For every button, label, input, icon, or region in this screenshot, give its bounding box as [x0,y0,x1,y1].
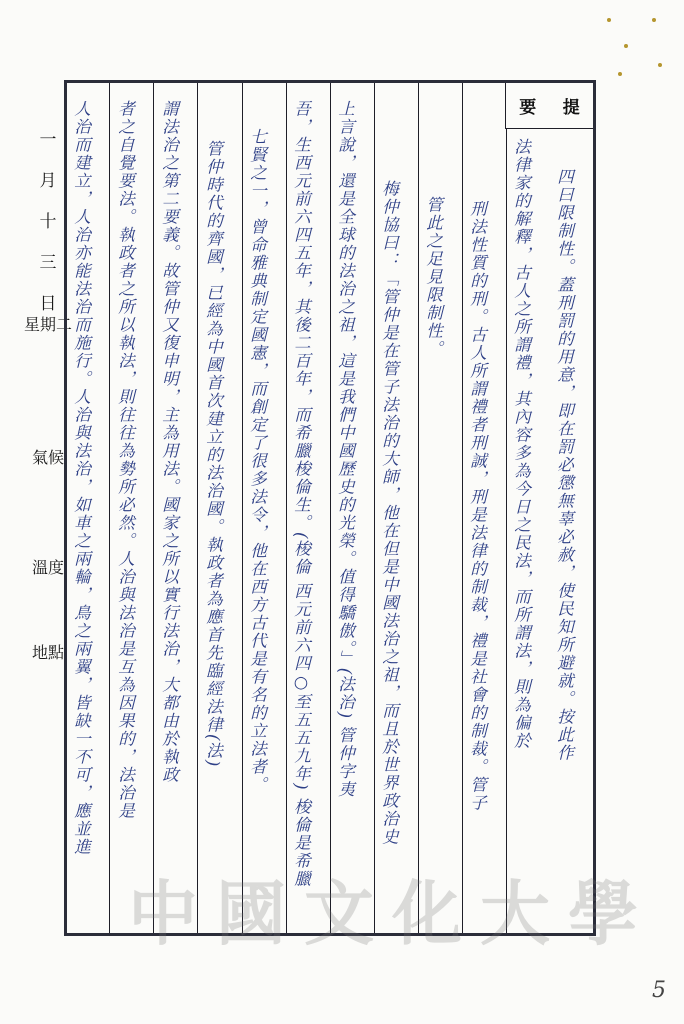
handwritten-line: 吾，生西元前六四五年，其後二百年，而希臘梭倫生。(梭倫 西元前六四○至五五九年) 梭倫是希臘 [291,100,311,888]
column-rule [330,83,331,933]
column-rule [506,83,507,933]
ink-spot [618,72,622,76]
column-rule [286,83,287,933]
column-rule [418,83,419,933]
handwritten-line: 人治而建立，人治亦能法治而施行。人治與法治，如車之兩輪，鳥之兩翼，皆缺一不可，應並進 [71,100,91,856]
weekday-label: 星期二 [23,315,72,334]
weather-label: 氣候 [31,448,64,467]
handwritten-line: 梅仲協曰：「管仲是在管子法治的大師，他在但是中國法治之祖，而且於世界政治史 [379,180,399,846]
column-rule [153,83,154,933]
place-label: 地點 [31,643,64,662]
page-number: 5 [652,978,666,1003]
date-char: 三 [39,253,57,273]
column-rule [197,83,198,933]
column-rule [109,83,110,933]
handwritten-line: 管此之足見限制性。 [423,196,443,358]
date-char: 一 [39,130,57,150]
handwritten-line: 七賢之一，曾命雅典制定國憲，而創定了很多法令，他在西方古代是有名的立法者。 [247,128,267,794]
date-char: 日 [39,294,57,314]
date-field [30,132,66,337]
ink-spot [624,44,628,48]
heading-char: 提 [562,98,580,118]
column-rule [462,83,463,933]
column-rule [374,83,375,933]
handwritten-line: 管仲時代的齊國，已經為中國首次建立的法治國。執政者為應首先臨經法律(法) [203,140,223,768]
handwritten-line: 者之自覺要法。執政者之所以執法，則往往為勢所必然。人治與法治是互為因果的，法治是 [115,100,135,820]
handwritten-line: 四曰限制性。蓋刑罰的用意，即在罰必懲無辜必赦，使民知所避就。按此作 [554,168,574,762]
watermark: 中國文化大學 [128,872,656,955]
date-char: 月 [39,171,57,191]
summary-heading [505,83,593,129]
handwritten-line: 刑法性質的刑。古人所謂禮者刑誠，刑是法律的制裁，禮是社會的制裁。管子 [467,200,487,812]
handwritten-line: 上言說，還是全球的法治之祖，這是我們中國歷史的光榮。值得驕傲。」(法治) 管仲字夷 [335,100,355,799]
date-char: 十 [39,212,57,232]
column-rule [242,83,243,933]
temperature-label: 溫度 [31,558,64,577]
ink-spot [607,18,611,22]
handwritten-line: 法律家的解釋，古人之所謂禮，其內容多為今日之民法，而所謂法，則為偏於 [511,138,531,750]
handwritten-line: 謂法治之第二要義。故管仲又復申明，主為用法。國家之所以實行法治，大都由於執政 [159,100,179,784]
heading-char: 要 [519,98,537,118]
ink-spot [658,63,662,67]
ink-spot [652,18,656,22]
